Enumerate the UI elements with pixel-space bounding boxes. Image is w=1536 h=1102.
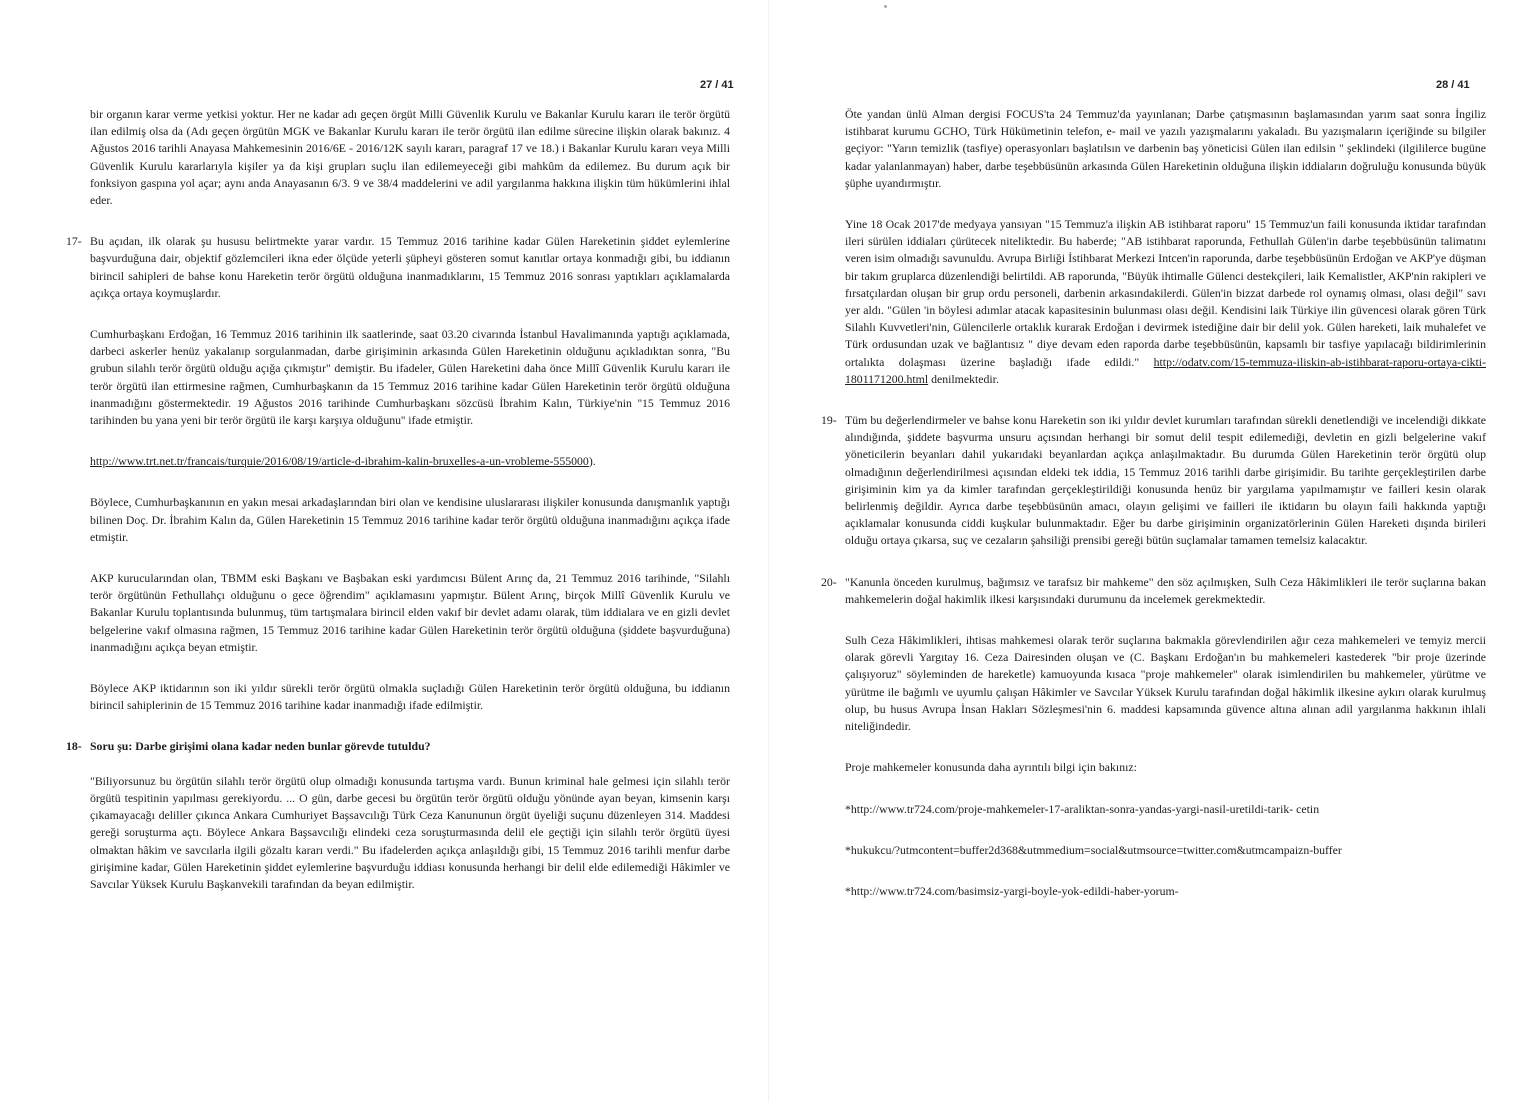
page-28-body bbox=[821, 106, 1486, 917]
reference-1: *http://www.tr724.com/proje-mahkemeler-17-araliktan-sonra-yandas-yargi-nasil-uretildi-tarik- cetin bbox=[845, 801, 1320, 816]
item-17-paragraph-4: AKP kurucularından olan, TBMM eski Başkanı ve Başbakan eski yardımcısı Bülent Arınç da, 21 Temmuz 2016 tarihinde, "Silahlı terör örgütünün Fethullahçı olduğunu o gece öğrendim" açıklamasını yapmıştır. Bülent Arınç, birçok Millî Güvenlik Kurulu ve Bakanlar Kurulu toplantısında bulunmuş, tüm tartışmalara birincil elden vakıf bir devlet adamı olarak, tüm iddialara ve en gizli devlet belgelerine vakıf olmasına rağmen, 15 Temmuz 2016 tarihine kadar Gülen Hareketinin terör örgütü olduğuna (şiddete başvurduğuna) inanmadığını açıkça beyan etmiştir. bbox=[90, 571, 730, 654]
item-20 bbox=[821, 574, 1486, 900]
item-17-paragraph-3: Böylece, Cumhurbaşkanının en yakın mesai arkadaşlarından biri olan ve kendisine uluslararası ilişkiler konusunda danışmanlık yaptığı bilinen Doç. Dr. İbrahim Kalın da, Gülen Hareketinin 15 Temmuz 2016 tarihine kadar terör örgütü olduğuna inanmadığını açıkça ifade etmiştir. bbox=[90, 495, 730, 544]
intro-paragraph: Öte yandan ünlü Alman dergisi FOCUS'ta 24 Temmuz'da yayınlanan; Darbe çatışmasının başlamasından yarım saat sonra İngiliz istihbarat kurumu GCHO, Türk Hükümetinin telefon, e- mail ve yazılı yazışmalarını yakaladı. Bu yazışmaların içeriğinde su bilgiler geçiyor: "Yarın temizlik (tasfiye) operasyonları başlatılsın ve darbenin baş yöneticisi Gülen ilan edilsin " şeklindeki (ilgililerce bugüne kadar yalanlanmayan) haber, darbe teşebbüsünün arkasında Gülen Hareketinin olduğuna ilişkin iddiaların doğruluğu konusunda büyük şüphe uyandırmıştır. bbox=[845, 107, 1486, 190]
reference-2: *hukukcu/?utmcontent=buffer2d368&utmmedium=social&utmsource=twitter.com&utmcampaizn-buffer bbox=[845, 842, 1342, 857]
item-20-paragraph-3: Proje mahkemeler konusunda daha ayrıntılı bilgi için bakınız: bbox=[845, 760, 1137, 775]
item-17-paragraph-2: Cumhurbaşkanı Erdoğan, 16 Temmuz 2016 tarihinin ilk saatlerinde, saat 03.20 civarında İstanbul Havalimanında yaptığı açıklamada, darbeci askerler henüz yakalanıp sorgulanmadan, darbe girişiminin arkasında Gülen Hareketinin olduğunu açıkladıktan sonra, "Bu grubun silahlı terör örgütü olduğu açığa çıkmıştır" demiştir. Bu ifadeler, Gülen Hareketini daha önce Millî Güvenlik Kurulu kararı ile terör örgütü ilan ettirmesine rağmen, Cumhurbaşkanın da 15 Temmuz 2016 tarihine kadar Gülen Hareketinin terör örgütü olduğuna inanmadığını göstermektedir. 19 Ağustos 2016 tarihinde Cumhurbaşkanı sözcüsü İbrahim Kalın, Türkiye'nin ''15 Temmuz 2016 tarihinden bu yana yeni bir terör örgütü ile karşı karşıya olduğunu'' ifade etmiştir. bbox=[90, 327, 730, 428]
page-28 bbox=[768, 0, 1536, 1102]
reference-3: *http://www.tr724.com/basimsiz-yargi-boyle-yok-edildi-haber-yorum- bbox=[845, 883, 1179, 898]
page-number: 27 / 41 bbox=[700, 79, 734, 91]
item-18-question: Soru şu: Darbe girişimi olana kadar neden bunlar görevde tutuldu? bbox=[90, 739, 431, 754]
intro-paragraph: bir organın karar verme yetkisi yoktur. Her ne kadar adı geçen örgüt Milli Güvenlik Kurulu ve Bakanlar Kurulu kararı ile terör örgütü ilan edilmiş olsa da (Adı geçen örgütün MGK ve Bakanlar Kurulu kararı ile terör örgütü ilan edilme sürecine ilişkin olarak bakınız. 4 Ağustos 2016 tarihli Anayasa Mahkemesinin 2016/6E - 2016/12K sayılı kararı, paragraf 17 ve 18.) i Bakanlar Kurulu kararı veya Milli Güvenlik Kurulu kararlarıyla kişiler ya da kişi grupları suçlu ilan edilemeyeceği gibi mahkûm da edilemez. Bu durum açık bir fonksiyon gaspına yol açar; aynı anda Anayasanın 6/3. 9 ve 38/4 maddelerini ve adil yargılanma hakkına ilişkin tüm hükümlerini ihlal eder. bbox=[90, 107, 730, 208]
trt-link[interactable]: http://www.trt.net.tr/francais/turquie/2016/08/19/article-d-ibrahim-kalin-bruxelles-a-un-vrobleme-555000 bbox=[90, 454, 589, 469]
page-27-body bbox=[66, 106, 730, 910]
eu-report-paragraph: Yine 18 Ocak 2017'de medyaya yansıyan "15 Temmuz'a ilişkin AB istihbarat raporu" 15 Temmuz'un faili konusunda iktidar tarafından ileri sürülen iddiaları çürütecek niteliktedir. Bu haberde; "AB istihbarat raporunda, Fethullah Gülen'in darbe teşebbüsünün talimatını veren isim olmadığı savunuldu. Avrupa Birliği İstihbarat Merkezi Intcen'in raporunda, darbe teşebbüsünün Erdoğan ve AKP'ye düşman bir takım gruplarca düzenlendiği belirtildi. AB raporunda, "Büyük ihtimalle Gülenci destekçileri, laik Kemalistler, AKP'nin rakipleri ve fırsatçılardan oluşan bir grup ordu personeli, darbenin arkasındakilerdi. Gülen'in bizzat darbede rol oynamış olması, olası değil" savı yer aldı. "Gülen 'in böylesi adımlar atacak kapasitesinin bulunması olası değil. Kendisini laik Türkiye ilin güvencesi olarak gören Türk Silahlı Kuvvetleri'nin, Gülencilerle ortaklık kurarak Erdoğan i devirmek istediğine dair bir delil yok. Gülen hareketi, laik muhalefet ve Türk ordusundan uzak ve bağlantısız " diye devam eden raporda darbe teşebbüsünün, kapsamlı bir tasfiye yapılacağı bildirimlerinin ortalıkta dolaşması üzerine başladığı ifade edildi." http://odatv.com/15-temmuza-iliskin-ab-istihbarat-raporu-ortaya-cikti-1801171200.html denilmektedir. bbox=[845, 217, 1486, 386]
item-17-paragraph-5: Böylece AKP iktidarının son iki yıldır sürekli terör örgütü olmakla suçladığı Gülen Hareketinin terör örgütü olduğuna, bu iddianın birincil sahiplerinin de 15 Temmuz 2016 tarihine kadar inanmadığı ifade edilmiştir. bbox=[90, 681, 730, 713]
item-19-paragraph-1: Tüm bu değerlendirmeler ve bahse konu Hareketin son iki yıldır devlet kurumları tarafından sürekli denetlendiği ve incelendiği dikkate alındığında, şiddete başvurma unsuru açısından herhangi bir somut delil tespit edilemediği, devletin en gizli belgelerine vakıf yöneticilerin beyanları dahil yukarıdaki beyanlardan açıkça anlaşılmaktadır. Bu durumda Gülen Hareketinin terör örgütü olup olmadığının değerlendirilmesi açısından eldeki tek iddia, 15 Temmuz 2016 tarihli darbe girişimidir. Bu tarihte gerçekleştirilen darbe girişiminin kim ya da kimler tarafından gerçekleştirildiği konusunda henüz bir yargılama yapılmamıştır ve failleri kesin olarak belirlenmiş değildir. Ayrıca darbe teşebbüsünün amacı, olayın gelişimi ve failleri ile iktidarın bu olayın faili hakkında yaptığı açıklamalar konusunda ciddi kuşkular bulunmaktadır. Eğer bu darbe girişiminin organizatörlerinin Gülen Hareketi dışında birileri olduğu ortaya çıkarsa, suç ve cezaların şahsiliği prensibi gereği bütün suçlamalar tamamen temelsiz kalacaktır. bbox=[845, 413, 1486, 548]
link-tail: ). bbox=[588, 454, 596, 469]
item-19 bbox=[821, 412, 1486, 550]
item-number: 20- bbox=[821, 574, 837, 589]
item-20-paragraph-1: "Kanunla önceden kurulmuş, bağımsız ve tarafsız bir mahkeme" den söz açılmışken, Sulh Ceza Hâkimlikleri ile terör suçlarına bakan mahkemelerin doğal hakimlik ilkesi karşısındaki durumunu da incelemek gerekmektedir. bbox=[845, 574, 1486, 606]
item-number: 19- bbox=[821, 413, 837, 428]
item-number: 18- bbox=[66, 739, 82, 754]
item-18 bbox=[66, 738, 730, 893]
item-number: 17- bbox=[66, 234, 82, 249]
item-17-paragraph-1: Bu açıdan, ilk olarak şu hususu belirtmekte yarar vardır. 15 Temmuz 2016 tarihine kadar Gülen Hareketinin şiddet eylemlerine başvurduğuna dair, objektif gözlemcileri ikna eder ölçüde yeterli şüpheyi gösteren somut kanıtlar ortaya konmadığı gibi, bu iddianın birincil sahipleri de bahse konu Hareketin terör örgütü olduğuna inanmadıklarını, 15 Temmuz 2016 sonrası yaptıkları açıklamalarda açıkça ortaya koymuşlardır. bbox=[90, 234, 730, 300]
item-18-paragraph-1: "Biliyorsunuz bu örgütün silahlı terör örgütü olup olmadığı konusunda tartışma vardı. Bunun kriminal hale gelmesi için silahlı terör örgütü tespitinin yapılması gerekiyordu. ... O gün, darbe gecesi bu örgütün terör örgütü olduğu yönünde ayan beyan, kimsenin karşı çıkamayacağı deliller çıkınca Ankara Cumhuriyet Başsavcılığı Türk Ceza Kanununun örgüt üyeliği suçunu düzenleyen 314. Maddesi gereği soruşturma açtı. Böylece Ankara Başsavcılığı elindeki ceza soruşturmasında delil ele geçtiği için silahlı terör örgütü üyesi olmaktan hâkim ve savcılarla ilgili gözaltı kararı verdi." Bu ifadelerden açıkça anlaşıldığı gibi, 15 Temmuz 2016 tarihli menfur darbe girişimine kadar, Gülen Hareketinin şiddet eylemlerine başvurduğu iddiası konusunda herhangi bir delil elde edilemediği Hâkimler ve Savcılar Yüksek Kurulu Başkanvekili tarafından da beyan edilmiştir. bbox=[90, 773, 730, 891]
item-17 bbox=[66, 233, 730, 714]
odatv-link[interactable]: http://odatv.com/15-temmuza-iliskin-ab-istihbarat-raporu-ortaya-cikti-1801171200.html bbox=[845, 354, 1486, 386]
item-17-link-paragraph bbox=[90, 453, 730, 470]
item-20-paragraph-2: Sulh Ceza Hâkimlikleri, ihtisas mahkemesi olarak terör suçlarına bakmakla görevlendirilen ağır ceza mahkemeleri ve temyiz mercii olarak görevli Yargıtay 16. Ceza Dairesinden oluşan ve (C. Başkanı Erdoğan'ın bu mahkemeleri kastederek "bir proje üzerinde çalışıyoruz" söyleminden de hareketle) kamuoyunda kısaca "proje mahkemeler" olarak isimlendirilen bu mahkemeler, yürütme ve yürütme ile bağımlı ve uyumlu çalışan Hâkimler ve Savcılar Yüksek Kurulu tarafından doğal hâkimlik ilkesine aykırı olarak kurulmuş olup, bu husus Avrupa İnsan Hakları Sözleşmesi'nin 6. maddesi kapsamında güvence altına alınan adil yargılanma hakkının ihlali niteliğindedir. bbox=[845, 633, 1486, 734]
page-number: 28 / 41 bbox=[1436, 79, 1470, 91]
